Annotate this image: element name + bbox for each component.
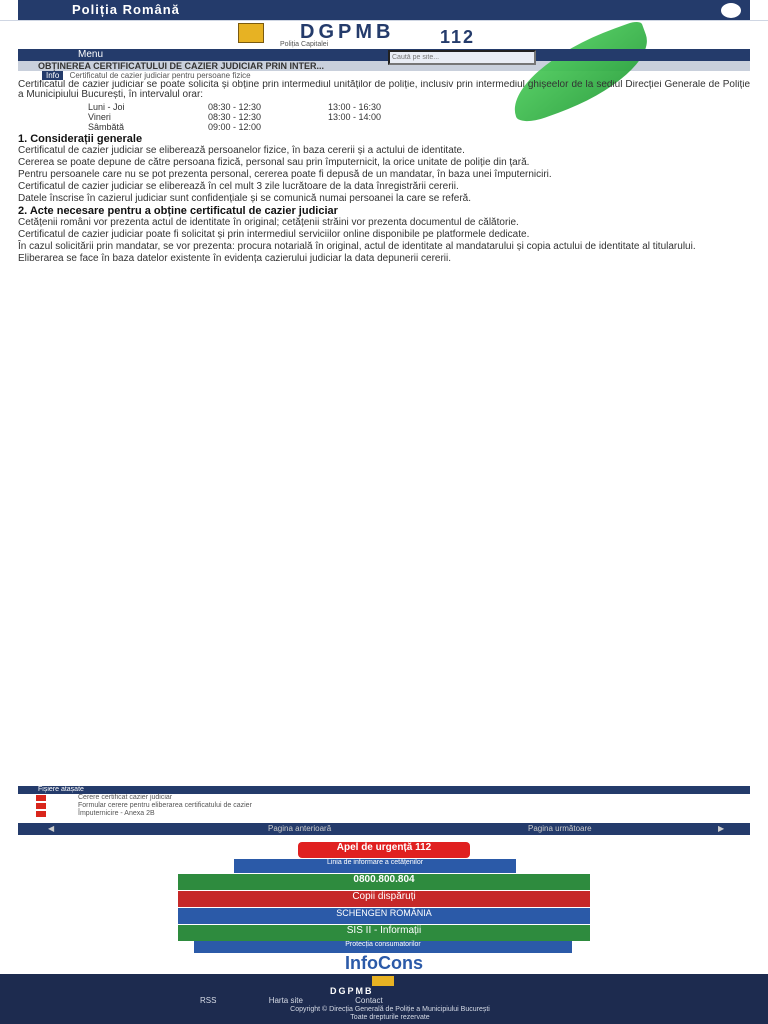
- paragraph: Pentru persoanele care nu se pot prezenta personal, cererea poate fi depusă de un mandatar, în baza unei împuterniciri.: [18, 169, 552, 180]
- schedule-table: [88, 102, 750, 132]
- article-content: [18, 80, 750, 780]
- attachments-header: Fișiere atașate: [18, 786, 750, 794]
- paragraph: Certificatul de cazier judiciar se eliberează în cel mult 3 zile lucrătoare de la data înregistrării cererii.: [18, 181, 459, 192]
- main-menu-bar: [18, 49, 750, 61]
- rights-text: Toate drepturile rezervate: [350, 1014, 430, 1021]
- footer-link-rss[interactable]: RSS: [200, 996, 217, 1005]
- banner-info[interactable]: Linia de informare a cetățenilor: [234, 859, 516, 873]
- breadcrumb-trail[interactable]: Certificatul de cazier judiciar pentru persoane fizice: [69, 71, 251, 80]
- next-arrow-icon[interactable]: ▶: [718, 824, 725, 833]
- attachment-item[interactable]: Cerere certificat cazier judiciar: [18, 794, 750, 802]
- attachment-item[interactable]: Formular cerere pentru eliberarea certificatului de cazier: [18, 802, 750, 810]
- paragraph: Certificatul de cazier judiciar se eliberează persoanelor fizice, în baza cererii și a actului de identitate.: [18, 145, 465, 156]
- prev-page-link[interactable]: Pagina anterioară: [268, 824, 332, 833]
- banner-112[interactable]: Apel de urgență 112: [298, 842, 470, 858]
- intro-paragraph: Certificatul de cazier judiciar se poate solicita și obține prin intermediul unităților de poliție, inclusiv prin intermediul ghișeelor de la sediul Direcției Generale de Poliție a Municipiului București, în intervalul orar:: [18, 80, 750, 100]
- paragraph: Certificatul de cazier judiciar poate fi solicitat și prin intermediul serviciilor online disponibile pe platformele dedicate.: [18, 229, 530, 240]
- attachment-item[interactable]: Împuternicire - Anexa 2B: [18, 810, 750, 818]
- site-title[interactable]: DGPMB: [300, 21, 395, 43]
- pdf-icon: [36, 811, 46, 817]
- breadcrumb-tag[interactable]: Info: [42, 71, 63, 80]
- footer-title: DGPMB: [330, 986, 374, 996]
- paragraph: Cererea se poate depune de către persoana fizică, personal sau prin împuternicit, la orice unitate de poliție din țară.: [18, 157, 530, 168]
- top-bar-inner: [18, 0, 750, 20]
- pagination-bar: [18, 823, 750, 835]
- emergency-number: 112: [440, 27, 476, 47]
- schedule-row: Sâmbătă 09:00 - 12:00: [88, 122, 262, 132]
- police-logo-icon[interactable]: [720, 2, 742, 19]
- banner-consumer[interactable]: Protecția consumatorilor: [194, 941, 572, 953]
- paragraph: Eliberarea se face în baza datelor existente în evidența cazierului judiciar la data depunerii cererii.: [18, 253, 452, 264]
- next-page-link[interactable]: Pagina următoare: [528, 824, 592, 833]
- page-title: OBȚINEREA CERTIFICATULUI DE CAZIER JUDICIAR PRIN INTER...: [18, 61, 750, 71]
- schedule-row: Vineri 08:30 - 12:30 13:00 - 14:00: [88, 112, 382, 122]
- section-heading: 2. Acte necesare pentru a obține certificatul de cazier judiciar: [18, 205, 338, 217]
- footer-crest-icon: [372, 976, 394, 986]
- schedule-row: Luni - Joi 08:30 - 12:30 13:00 - 16:30: [88, 102, 382, 112]
- paragraph: Cetățenii români vor prezenta actul de identitate în original; cetățenii străini vor prezenta documentul de călătorie.: [18, 217, 519, 228]
- footer-link-contact[interactable]: Contact: [355, 996, 383, 1005]
- banner-missing-children[interactable]: Copii dispăruți: [178, 891, 590, 907]
- footer-link-sitemap[interactable]: Harta site: [268, 996, 303, 1005]
- paragraph: Datele înscrise în cazierul judiciar sunt confidențiale și se comunică numai persoanei la care se referă.: [18, 193, 472, 204]
- footer-links: [200, 996, 433, 1005]
- site-subtitle: Poliția Capitalei: [280, 41, 329, 48]
- top-bar: [0, 0, 768, 21]
- banner-green-phone[interactable]: 0800.800.804: [178, 874, 590, 890]
- pdf-icon: [36, 795, 46, 801]
- crest-icon: [238, 23, 264, 43]
- prev-arrow-icon[interactable]: ◀: [48, 824, 55, 833]
- banner-infocons[interactable]: InfoCons: [345, 953, 423, 973]
- site-brand[interactable]: Poliția Română: [72, 2, 180, 17]
- search-input[interactable]: [388, 50, 536, 65]
- section-heading: 1. Considerații generale: [18, 133, 143, 145]
- banner-sis[interactable]: SIS II - Informații: [178, 925, 590, 941]
- paragraph: În cazul solicitării prin mandatar, se vor prezenta: procura notarială în original, actul de identitate al mandatarului și copia actului de identitate al titularului.: [18, 241, 696, 252]
- attachments-list: [18, 786, 750, 819]
- site-header: [0, 21, 768, 49]
- menu-button[interactable]: Menu: [78, 49, 104, 60]
- site-footer: [0, 974, 768, 1024]
- banner-schengen[interactable]: SCHENGEN ROMÂNIA: [178, 908, 590, 924]
- copyright-text: Copyright © Direcția Generală de Poliție a Municipiului București: [290, 1006, 490, 1013]
- breadcrumb: [18, 71, 750, 80]
- pdf-icon: [36, 803, 46, 809]
